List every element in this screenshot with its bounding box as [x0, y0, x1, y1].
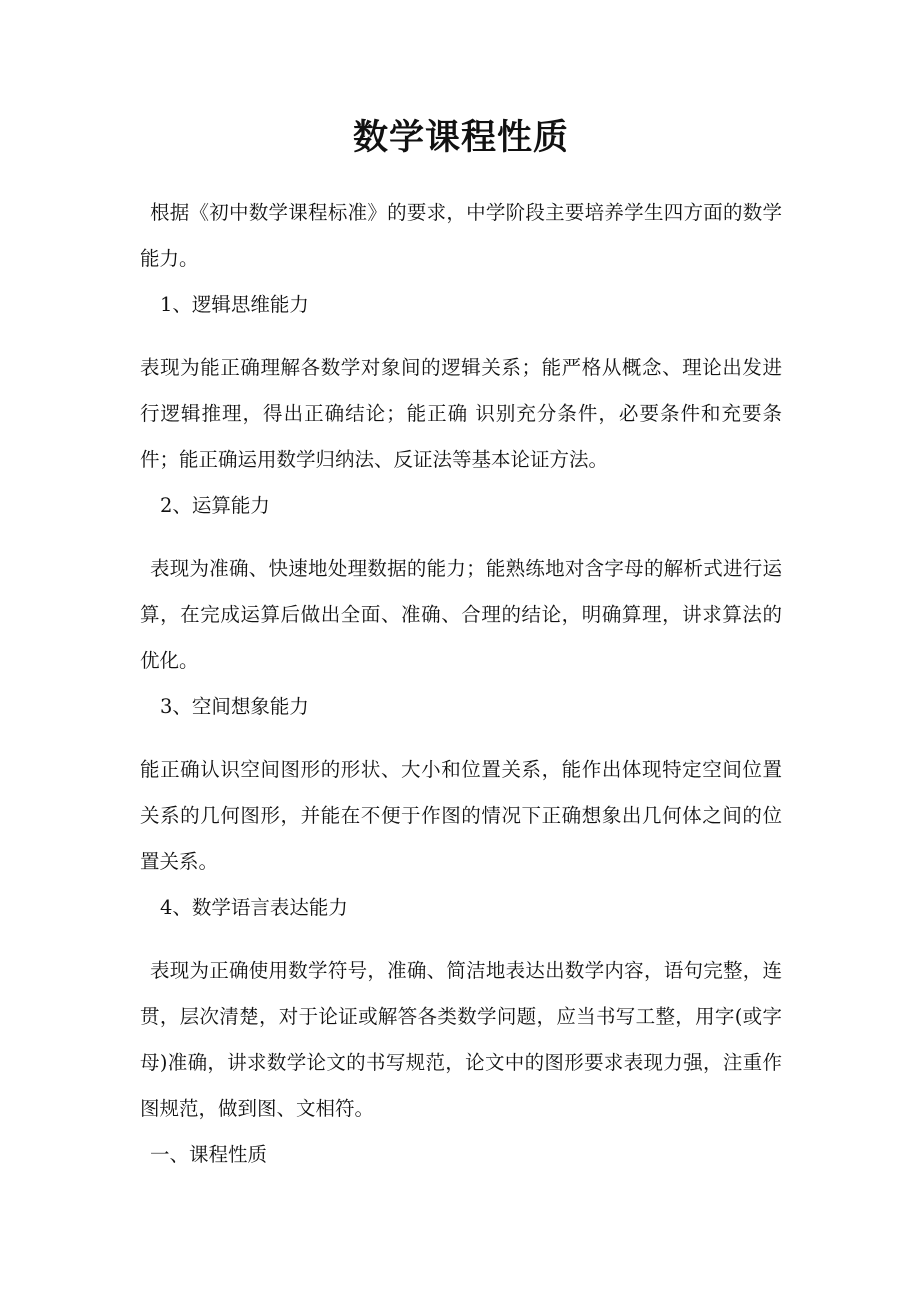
section-heading-computation: 2、运算能力	[160, 494, 270, 517]
section-heading-logic: 1、逻辑思维能力	[160, 293, 309, 316]
section-body-computation: 表现为准确、快速地处理数据的能力；能熟练地对含字母的解析式进行运算，在完成运算后做出全面、准确、合理的结论，明确算理，讲求算法的优化。	[140, 557, 782, 672]
section-heading-language: 4、数学语言表达能力	[160, 896, 348, 919]
section-heading-course-nature: 一、课程性质	[150, 1143, 268, 1166]
page-title: 数学课程性质	[352, 117, 569, 158]
intro-paragraph: 根据《初中数学课程标准》的要求，中学阶段主要培养学生四方面的数学能力。	[140, 201, 782, 270]
section-heading-spatial: 3、空间想象能力	[160, 695, 309, 718]
section-body-logic: 表现为能正确理解各数学对象间的逻辑关系；能严格从概念、理论出发进行逻辑推理，得出正确结论；能正确 识别充分条件，必要条件和充要条件；能正确运用数学归纳法、反证法等基本论证方法。	[140, 356, 782, 471]
section-body-language: 表现为正确使用数学符号，准确、简洁地表达出数学内容，语句完整，连贯，层次清楚，对于论证或解答各类数学问题，应当书写工整，用字(或字母)准确，讲求数学论文的书写规范，论文中的图形要求表现力强，注重作图规范，做到图、文相符。	[140, 959, 782, 1120]
section-body-spatial: 能正确认识空间图形的形状、大小和位置关系，能作出体现特定空间位置关系的几何图形，并能在不便于作图的情况下正确想象出几何体之间的位置关系。	[140, 758, 782, 873]
